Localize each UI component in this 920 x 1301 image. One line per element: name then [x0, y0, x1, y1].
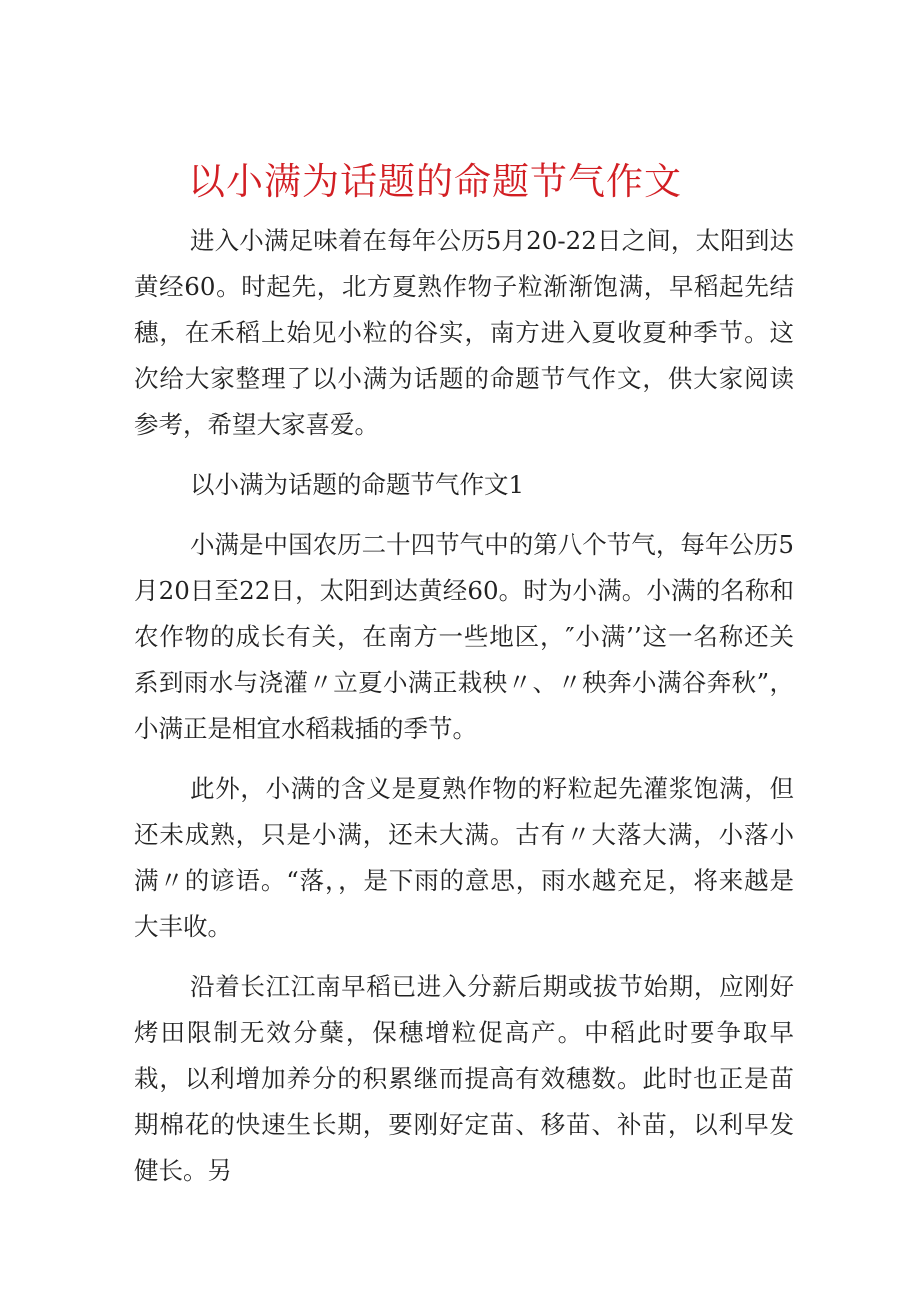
- page-title: 以小满为话题的命题节气作文: [188, 160, 682, 203]
- body-paragraph: 沿着长江江南早稻已进入分薪后期或拔节始期，应刚好烤田限制无效分蘖，保穗增粒促高产。中稻此时要争取早栽，以利增加养分的积累继而提高有效穗数。此时也正是苗期棉花的快速生长期，要刚好定苗、移苗、补苗，以利早发健长。另: [134, 972, 794, 1185]
- section-heading: 以小满为话题的命题节气作文1: [190, 470, 525, 499]
- body-paragraph: 小满是中国农历二十四节气中的第八个节气，每年公历5月20日至22日，太阳到达黄经60。时为小满。小满的名称和农作物的成长有关，在南方一些地区，″小满’’这一名称还关系到雨水与浇灌〃立夏小满正栽秧〃、〃秧奔小满谷奔秋”，小满正是相宜水稻栽插的季节。: [134, 530, 794, 743]
- body-paragraph: 此外，小满的含义是夏熟作物的籽粒起先灌浆饱满，但还未成熟，只是小满，还未大满。古有〃大落大满，小落小满〃的谚语。“落，，是下雨的意思，雨水越充足，将来越是大丰收。: [134, 774, 794, 941]
- intro-paragraph: 进入小满足味着在每年公历5月20-22日之间，太阳到达黄经60。时起先，北方夏熟作物子粒渐渐饱满，早稻起先结穗，在禾稻上始见小粒的谷实，南方进入夏收夏种季节。这次给大家整理了以小满为话题的命题节气作文，供大家阅读参考，希望大家喜爱。: [134, 226, 794, 439]
- document-body: [134, 218, 794, 1194]
